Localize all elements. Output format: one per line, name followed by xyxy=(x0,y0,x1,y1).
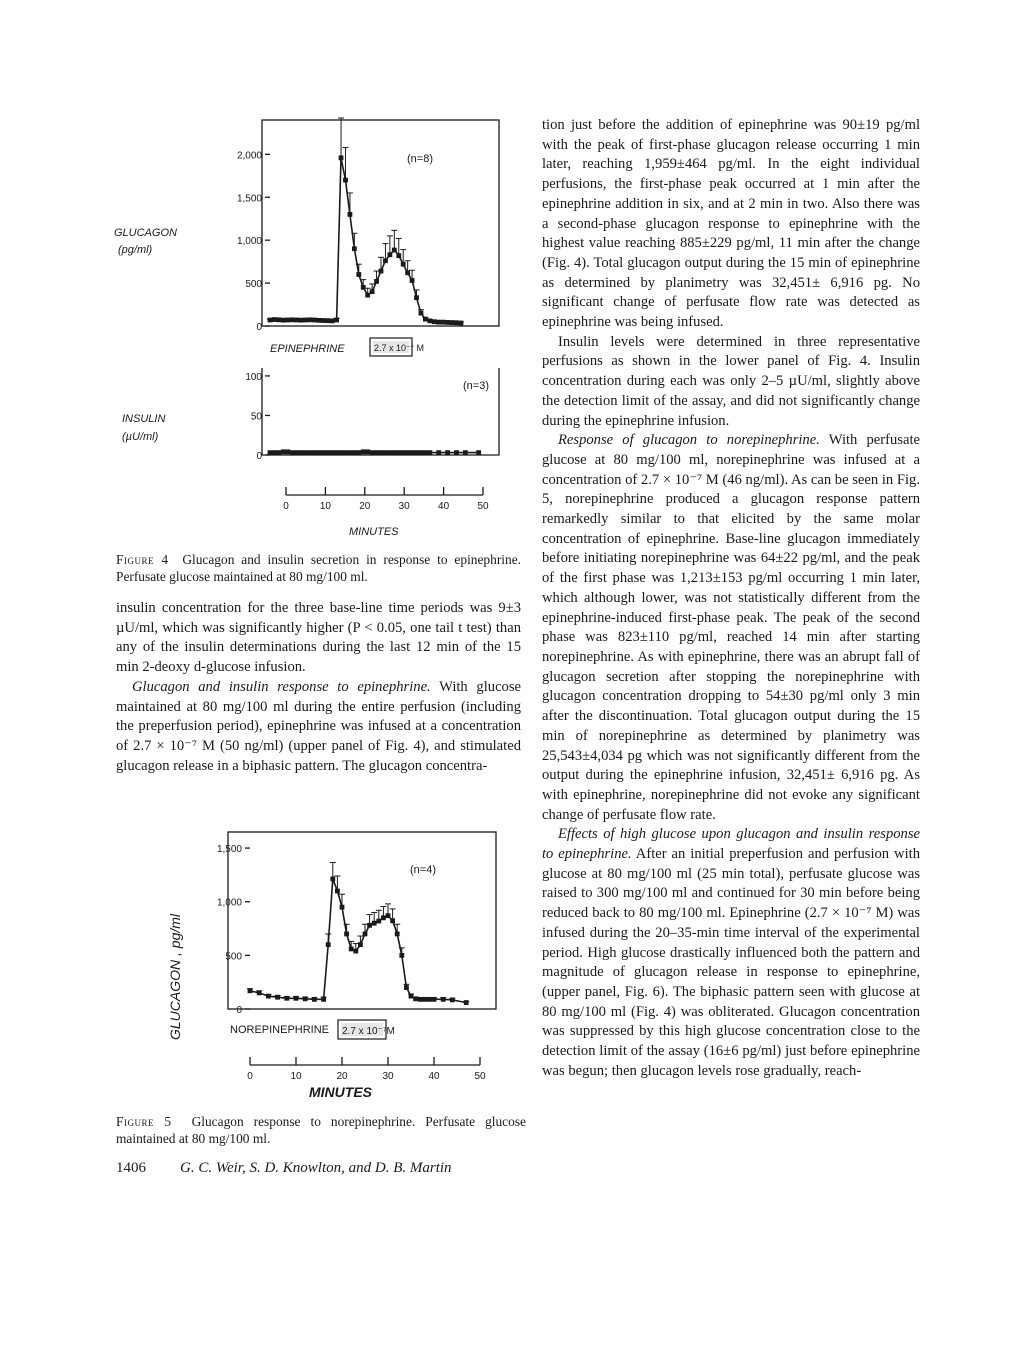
fig4-upper-data-point xyxy=(343,178,348,183)
fig5-data-point xyxy=(464,1000,469,1005)
right-paragraph-4-body: After an initial preperfusion and perfusion with glucose at 80 mg/100 ml (25 min total), perfusate glucose was raised to 300 mg/100 ml and continued for 30 min before being reduced back to 80 mg/100 ml. Epinephrine (2.7 × 10⁻⁷ M) was infused during the 20–35-min time interval of the experimental period. High glucose drastically influenced both the pattern and magnitude of glucagon release in response to epinephrine, (upper panel, Fig. 6). The biphasic pattern seen with glucose at 80 mg/100 ml (Fig. 4) was obliterated. Glucagon concentration was suppressed by this high glucose concentration close to the detection limit of the assay (16±6 pg/ml) just before epinephrine was begun; then glucagon levels rose gradually, reach- xyxy=(542,846,920,1079)
fig4-upper-data-point xyxy=(308,317,313,322)
fig4-lower-data-point xyxy=(387,450,392,455)
fig4-upper-data-point xyxy=(383,258,388,263)
fig5-data-point xyxy=(266,994,271,999)
fig4-upper-data-point xyxy=(325,318,330,323)
fig5-data-point xyxy=(358,942,363,947)
fig5-data-point xyxy=(340,905,345,910)
fig4-lower-data-point xyxy=(348,450,353,455)
fig4-lower-data-point xyxy=(410,450,415,455)
fig4-xtick-label: 10 xyxy=(319,501,331,512)
fig4-upper-data-point xyxy=(374,279,379,284)
fig4-lower-data-point xyxy=(303,450,308,455)
fig4-upper-data-point xyxy=(441,320,446,325)
page-number: 1406 xyxy=(116,1160,146,1176)
fig4-insulin-ylabel: INSULIN xyxy=(122,413,166,425)
fig5-infusion-box-text: 2.7 x 10⁻⁷M xyxy=(342,1026,395,1037)
fig4-upper-data-point xyxy=(361,285,366,290)
fig5-data-point xyxy=(413,996,418,1001)
fig4-upper-data-point xyxy=(392,248,397,253)
fig5-ytick-label: 0 xyxy=(236,1005,242,1016)
fig5-data-point xyxy=(441,997,446,1002)
fig4-lower-data-point xyxy=(281,449,286,454)
fig5-data-point xyxy=(294,996,299,1001)
fig4-xtick-label: 0 xyxy=(283,501,289,512)
fig4-upper-data-point xyxy=(294,318,299,323)
figure-5-caption xyxy=(116,1113,526,1147)
fig4-upper-data-point xyxy=(365,293,370,298)
fig4-upper-data-point xyxy=(334,318,339,323)
page-footer xyxy=(116,1160,452,1177)
fig5-xtick-label: 10 xyxy=(290,1071,302,1082)
fig4-glucagon-yunit: (pg/ml) xyxy=(118,244,153,256)
fig4-upper-ytick-label: 1,000 xyxy=(236,236,262,248)
running-authors: G. C. Weir, S. D. Knowlton, and D. B. Martin xyxy=(180,1160,452,1176)
fig4-upper-data-point xyxy=(330,318,335,323)
fig4-upper-ytick-label: 2,000 xyxy=(236,150,262,162)
fig5-data-point xyxy=(367,923,372,928)
fig4-lower-data-point xyxy=(356,450,361,455)
fig4-upper-data-point xyxy=(414,295,419,300)
fig5-data-point xyxy=(432,997,437,1002)
fig4-lower-data-point xyxy=(436,450,441,455)
figure-5 xyxy=(110,815,530,1110)
fig4-lower-data-point xyxy=(276,450,281,455)
fig4-lower-data-point xyxy=(352,450,357,455)
fig4-lower-data-point xyxy=(339,450,344,455)
fig4-lower-data-point xyxy=(299,450,304,455)
figure-4-caption xyxy=(116,551,521,585)
fig5-data-point xyxy=(381,915,386,920)
fig4-upper-data-point xyxy=(276,317,281,322)
fig4-upper-n-label: (n=8) xyxy=(407,153,433,165)
fig4-lower-data-point xyxy=(365,449,370,454)
fig4-lower-data-point xyxy=(325,450,330,455)
fig4-upper-data-point xyxy=(405,270,410,275)
fig4-lower-data-point xyxy=(334,450,339,455)
fig4-upper-data-point xyxy=(387,252,392,257)
fig4-upper-data-point xyxy=(459,321,464,326)
fig4-lower-data-point xyxy=(379,450,384,455)
fig4-upper-data-point xyxy=(370,289,375,294)
fig4-upper-ytick-label: 0 xyxy=(256,322,262,333)
right-column-text xyxy=(542,116,920,1081)
fig4-infusion-box-text: 2.7 x 10⁻⁷ M xyxy=(374,343,425,353)
fig4-upper-series xyxy=(270,158,461,323)
fig4-xtick-label: 20 xyxy=(359,501,371,512)
fig4-lower-data-point xyxy=(374,450,379,455)
fig5-data-point xyxy=(312,997,317,1002)
fig5-ytick-label: 1,000 xyxy=(216,897,242,909)
fig4-upper-data-point xyxy=(303,318,308,323)
fig4-xtick-label: 50 xyxy=(477,501,489,512)
fig4-lower-data-point xyxy=(427,450,432,455)
section-heading-high-glucose: Effects of high glucose upon glucagon and insulin response to epinephrine. xyxy=(542,826,920,863)
fig4-lower-data-point xyxy=(423,450,428,455)
fig5-n-label: (n=4) xyxy=(410,864,436,876)
fig5-data-point xyxy=(321,997,326,1002)
fig4-lower-data-point xyxy=(294,450,299,455)
fig4-upper-data-point xyxy=(316,318,321,323)
fig4-upper-ytick-label: 500 xyxy=(245,279,262,291)
fig5-frame xyxy=(228,832,496,1009)
figure-5-caption-label: Figure 5 xyxy=(116,1114,172,1129)
fig5-data-point xyxy=(275,995,280,1000)
fig5-xtick-label: 0 xyxy=(247,1071,253,1082)
right-paragraph-4 xyxy=(542,825,920,1081)
fig4-upper-data-point xyxy=(290,317,295,322)
fig5-data-point xyxy=(450,997,455,1002)
fig4-lower-data-point xyxy=(272,450,277,455)
fig4-upper-data-point xyxy=(410,278,415,283)
fig4-upper-data-point xyxy=(356,272,361,277)
fig4-lower-data-point xyxy=(268,450,273,455)
fig4-lower-data-point xyxy=(285,449,290,454)
fig4-upper-ytick-label: 1,500 xyxy=(236,193,262,205)
figure-5-caption-text: Glucagon response to norepinephrine. Perfusate glucose maintained at 80 mg/100 ml. xyxy=(116,1114,526,1146)
fig4-upper-data-point xyxy=(321,318,326,323)
fig4-infusion-label: EPINEPHRINE xyxy=(270,343,345,355)
fig5-data-point xyxy=(409,994,414,999)
fig5-data-point xyxy=(344,932,349,937)
fig4-upper-data-point xyxy=(312,318,317,323)
fig5-data-point xyxy=(372,921,377,926)
fig4-upper-data-point xyxy=(339,155,344,160)
fig4-insulin-yunit: (µU/ml) xyxy=(122,431,159,443)
fig4-upper-data-point xyxy=(445,320,450,325)
fig4-upper-data-point xyxy=(285,318,290,323)
fig5-xlabel: MINUTES xyxy=(309,1084,372,1100)
fig4-lower-data-point xyxy=(454,450,459,455)
fig4-lower-data-point xyxy=(401,450,406,455)
fig5-data-point xyxy=(335,889,340,894)
left-paragraph-2-body: With glucose maintained at 80 mg/100 ml during the entire perfusion (including the preperfusion period), epinephrine was infused at a concentration of 2.7 × 10⁻⁷ M (50 ng/ml) (upper panel of Fig. 4), and stimulated glucagon release in a biphasic pattern. The glucagon concentra- xyxy=(116,678,522,774)
fig4-lower-data-point xyxy=(316,450,321,455)
fig4-upper-data-point xyxy=(352,246,357,251)
right-paragraph-2: Insulin levels were determined in three representative perfusions as shown in the lower panel of Fig. 4. Insulin concentration during each was only 2–5 µU/ml, slightly above the detection limit of the assay, and did not significantly change during the epinephrine infusion. xyxy=(542,333,920,429)
fig4-upper-data-point xyxy=(348,212,353,217)
fig4-upper-data-point xyxy=(419,311,424,316)
fig4-upper-data-point xyxy=(454,320,459,325)
fig5-data-point xyxy=(386,913,391,918)
fig4-lower-data-point xyxy=(383,450,388,455)
fig4-lower-data-point xyxy=(419,450,424,455)
fig4-upper-data-point xyxy=(450,320,455,325)
fig5-data-point xyxy=(399,953,404,958)
fig4-upper-data-point xyxy=(272,317,277,322)
fig5-data-point xyxy=(395,932,400,937)
fig4-lower-ytick-label: 50 xyxy=(250,411,262,423)
fig4-lower-n-label: (n=3) xyxy=(463,380,489,392)
fig4-lower-data-point xyxy=(308,450,313,455)
fig5-data-point xyxy=(303,996,308,1001)
right-paragraph-3-body: With perfusate glucose at 80 mg/100 ml, norepinephrine was infused at a concentration of 2.7 × 10⁻⁷ M (46 ng/ml). As can be seen in Fig. 5, norepinephrine produced a glucagon response pattern remarkedly similar to that elicited by the same molar concentration of epinephrine. Base-line glucagon immediately before initiating norepinephrine was 64±22 pg/ml, and the peak of the first phase was 1,213±153 pg/ml occurring 1 min later, which although lower, was not statistically different from the epinephrine-induced first-phase peak. The peak of the second phase was 823±110 pg/ml, reached 14 min after starting norepinephrine. As with epinephrine, there was an abrupt fall of glucagon secretion after stopping the norepinephrine with glucagon concentration dropping to 54±30 pg/ml only 3 min after the discontinuation. Total glucagon output during the 15 min of norepinephrine as determined by planimetry was 25,543±4,034 pg which was not significantly different from the output during the epinephrine infusion, 32,451± 6,916 pg. As with epinephrine, norepinephrine did not evoke any significant change of perfusate flow rate. xyxy=(542,432,920,823)
fig4-lower-data-point xyxy=(361,449,366,454)
fig4-upper-data-point xyxy=(379,269,384,274)
fig5-data-point xyxy=(404,985,409,990)
fig5-ylabel: GLUCAGON , pg/ml xyxy=(167,913,183,1040)
fig5-ytick-label: 1,500 xyxy=(216,844,242,856)
fig4-lower-data-point xyxy=(414,450,419,455)
fig5-infusion-label: NOREPINEPHRINE xyxy=(230,1024,330,1036)
fig4-lower-data-point xyxy=(370,450,375,455)
figure-4-caption-text: Glucagon and insulin secretion in response to epinephrine. Perfusate glucose maintained at 80 mg/100 ml. xyxy=(116,552,521,584)
fig5-data-point xyxy=(248,988,253,993)
fig4-lower-data-point xyxy=(312,450,317,455)
right-paragraph-3 xyxy=(542,431,920,825)
fig5-data-point xyxy=(326,942,331,947)
fig4-upper-data-point xyxy=(396,253,401,258)
fig5-data-point xyxy=(349,947,354,952)
fig4-lower-data-point xyxy=(321,450,326,455)
fig5-data-point xyxy=(376,919,381,924)
fig5-data-point xyxy=(363,932,368,937)
fig5-xtick-label: 30 xyxy=(382,1071,394,1082)
fig5-data-point xyxy=(330,876,335,881)
fig5-xtick-label: 20 xyxy=(336,1071,348,1082)
fig5-data-point xyxy=(257,991,262,996)
fig4-lower-data-point xyxy=(392,450,397,455)
fig5-ytick-label: 500 xyxy=(225,951,242,963)
fig4-lower-ytick-label: 100 xyxy=(245,371,262,383)
left-paragraph-2 xyxy=(116,678,521,777)
fig4-lower-data-point xyxy=(405,450,410,455)
fig5-xtick-label: 50 xyxy=(474,1071,486,1082)
fig4-upper-data-point xyxy=(401,262,406,267)
fig4-upper-data-point xyxy=(299,318,304,323)
left-paragraph-1: insulin concentration for the three base-line time periods was 9±3 µU/ml, which was significantly higher (P < 0.05, one tail t test) than any of the insulin determinations during the last 12 min of the 15 min 2-deoxy d-glucose infusion. xyxy=(116,600,521,676)
fig4-upper-data-point xyxy=(436,320,441,325)
fig4-lower-data-point xyxy=(463,450,468,455)
figure-4 xyxy=(110,110,530,540)
section-heading-epinephrine: Glucagon and insulin response to epinephrine. xyxy=(132,678,431,695)
fig4-upper-frame xyxy=(262,120,499,326)
fig5-data-point xyxy=(353,949,358,954)
left-column-text xyxy=(116,599,521,776)
figure-4-caption-label: Figure 4 xyxy=(116,552,169,567)
fig4-lower-data-point xyxy=(330,450,335,455)
fig4-lower-data-point xyxy=(343,450,348,455)
fig4-lower-data-point xyxy=(396,450,401,455)
section-heading-norepinephrine: Response of glucagon to norepinephrine. xyxy=(558,432,820,449)
fig5-xtick-label: 40 xyxy=(428,1071,440,1082)
fig5-data-point xyxy=(284,996,289,1001)
fig4-glucagon-ylabel: GLUCAGON xyxy=(114,227,177,239)
fig5-series xyxy=(250,879,466,1003)
fig4-upper-data-point xyxy=(281,318,286,323)
fig4-lower-ytick-label: 0 xyxy=(256,451,262,462)
fig4-xtick-label: 40 xyxy=(438,501,450,512)
fig4-lower-data-point xyxy=(290,450,295,455)
fig4-lower-data-point xyxy=(445,450,450,455)
fig4-xlabel: MINUTES xyxy=(349,526,399,538)
right-paragraph-1: tion just before the addition of epinephrine was 90±19 pg/ml with the peak of first-phase glucagon release occurring 1 min later, reaching 1,959±464 pg/ml. In the eight individual perfusions, the first-phase peak occurred at 1 min after the epinephrine addition in six, and at 2 min in two. Also there was a second-phase glucagon response to epinephrine with the highest value reaching 885±229 pg/ml, 11 min after the change (Fig. 4). Total glucagon output during the 15 min of epinephrine as determined by planimetry was 32,451± 6,916 pg. No significant change of perfusate flow rate was detected as epinephrine was being infused. xyxy=(542,117,920,331)
fig4-xtick-label: 30 xyxy=(398,501,410,512)
fig5-data-point xyxy=(390,918,395,923)
fig4-lower-data-point xyxy=(476,450,481,455)
